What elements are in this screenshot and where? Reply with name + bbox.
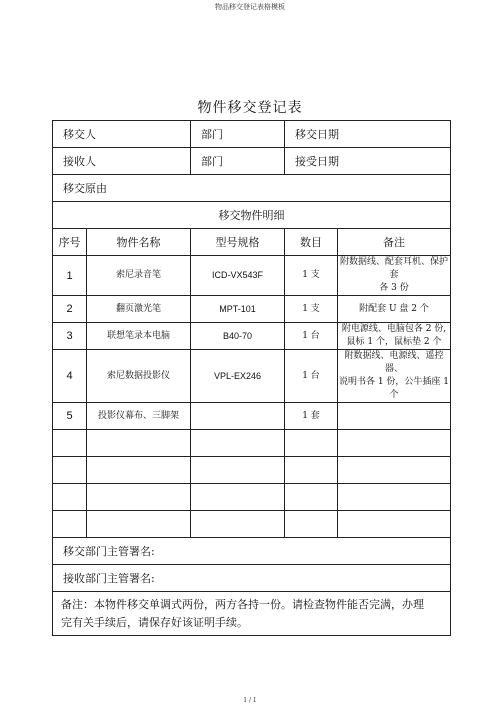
- item-note-line: 附数据线、配套耳机、保护套: [339, 257, 448, 280]
- item-no: 4: [53, 350, 87, 403]
- table-row: [53, 323, 451, 350]
- reason-label: 移交原由: [63, 182, 107, 195]
- empty-cell: [285, 430, 338, 457]
- item-qty: 1 支: [285, 256, 338, 296]
- item-no: 5: [53, 403, 87, 430]
- empty-table-row: [53, 484, 451, 511]
- item-qty: 1 支: [285, 296, 338, 323]
- item-note: [338, 350, 451, 403]
- transfer-date-label: 移交日期: [295, 128, 339, 141]
- transferor-label: 移交人: [63, 128, 96, 141]
- item-note-line: 各 3 份: [379, 283, 409, 293]
- empty-cell: [53, 511, 87, 538]
- receiver-label-cell: [53, 148, 191, 175]
- remarks-line-1: 备注：本物件移交单调式两份，两方各持一份。请检查物件能否完满，办理: [61, 597, 424, 611]
- item-no: 1: [53, 256, 87, 296]
- table-row: [53, 256, 451, 296]
- item-name: 翻页激光笔: [87, 296, 191, 323]
- transfer-head-sign-label: 移交部门主管署名:: [63, 545, 155, 558]
- transfer-form-table: [52, 120, 451, 636]
- receive-date-cell: [285, 148, 451, 175]
- receiver-dept-cell: [191, 148, 285, 175]
- page-number: 1 / 1: [243, 697, 257, 704]
- item-no: 3: [53, 323, 87, 350]
- col-header-model: 型号规格: [191, 229, 285, 256]
- item-note-line: 鼠标 1 个，鼠标垫 2 个: [346, 337, 442, 347]
- item-note: [338, 296, 451, 323]
- item-name: 索尼数据投影仪: [87, 350, 191, 403]
- receive-head-sign-cell: [53, 565, 451, 592]
- form-title: 物件移交登记表: [197, 100, 303, 116]
- section-title-row: [53, 202, 451, 229]
- section-title: 移交物件明细: [53, 202, 451, 229]
- remarks-cell: [53, 592, 451, 636]
- empty-cell: [285, 457, 338, 484]
- transferor-dept-cell: [191, 121, 285, 148]
- empty-cell: [53, 484, 87, 511]
- empty-cell: [191, 484, 285, 511]
- column-header-row: [53, 229, 451, 256]
- transferor-row: [53, 121, 451, 148]
- empty-cell: [285, 484, 338, 511]
- transferor-label-cell: [53, 121, 191, 148]
- item-note: [338, 256, 451, 296]
- empty-cell: [285, 511, 338, 538]
- empty-cell: [53, 457, 87, 484]
- item-note-line: 附数据线、电源线、遥控器、: [344, 351, 444, 374]
- transfer-date-cell: [285, 121, 451, 148]
- empty-cell: [191, 457, 285, 484]
- empty-table-row: [53, 457, 451, 484]
- empty-cell: [87, 457, 191, 484]
- empty-cell: [87, 430, 191, 457]
- table-row: [53, 296, 451, 323]
- item-model: VPL-EX246: [191, 350, 285, 403]
- receiver-dept-label: 部门: [201, 155, 223, 168]
- empty-cell: [338, 457, 451, 484]
- item-model: [191, 403, 285, 430]
- item-qty: 1 台: [285, 323, 338, 350]
- receiver-label: 接收人: [63, 155, 96, 168]
- table-row: [53, 350, 451, 403]
- receive-head-sign-label: 接收部门主管署名:: [63, 572, 155, 585]
- reason-cell: [53, 175, 451, 202]
- item-name: 联想笔录本电脑: [87, 323, 191, 350]
- empty-cell: [87, 484, 191, 511]
- col-header-qty: 数目: [285, 229, 338, 256]
- item-qty: 1 台: [285, 350, 338, 403]
- transfer-head-sign-cell: [53, 538, 451, 565]
- item-model: B40-70: [191, 323, 285, 350]
- transferor-dept-label: 部门: [201, 128, 223, 141]
- remarks-line-2: 完有关手续后，请保存好该证明手续。: [61, 615, 248, 629]
- item-qty: 1 套: [285, 403, 338, 430]
- col-header-note: 备注: [338, 229, 451, 256]
- item-name: 投影仪幕布、三脚架: [87, 403, 191, 430]
- empty-cell: [338, 430, 451, 457]
- page-header: 物品移交登记表格模板: [215, 3, 285, 11]
- empty-cell: [191, 430, 285, 457]
- item-note-line: 附电源线、电脑包各 2 份,: [341, 324, 447, 334]
- item-model: MPT-101: [191, 296, 285, 323]
- table-row: [53, 403, 451, 430]
- reason-row: [53, 175, 451, 202]
- item-note: [338, 403, 451, 430]
- empty-cell: [87, 511, 191, 538]
- item-model: ICD-VX543F: [191, 256, 285, 296]
- empty-cell: [338, 511, 451, 538]
- item-note-line: 说明书各 1 份，公牛插座 1 个: [338, 377, 450, 400]
- receiver-row: [53, 148, 451, 175]
- receive-head-sign-row: [53, 565, 451, 592]
- empty-table-row: [53, 511, 451, 538]
- item-note: [338, 323, 451, 350]
- empty-table-row: [53, 430, 451, 457]
- item-note-line: 附配套 U 盘 2 个: [359, 303, 429, 314]
- col-header-name: 物件名称: [87, 229, 191, 256]
- item-name: 索尼录音笔: [87, 256, 191, 296]
- receive-date-label: 接受日期: [295, 155, 339, 168]
- col-header-no: 序号: [53, 229, 87, 256]
- empty-cell: [338, 484, 451, 511]
- remarks-row: [53, 592, 451, 636]
- transfer-head-sign-row: [53, 538, 451, 565]
- item-no: 2: [53, 296, 87, 323]
- empty-cell: [53, 430, 87, 457]
- empty-cell: [191, 511, 285, 538]
